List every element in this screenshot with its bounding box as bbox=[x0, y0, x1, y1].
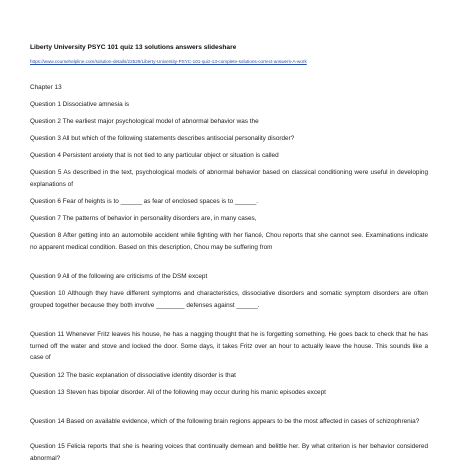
question-9: Question 9 All of the following are criticisms of the DSM except bbox=[30, 273, 208, 280]
document-title: Liberty University PSYC 101 quiz 13 solutions answers slideshare bbox=[30, 44, 237, 51]
question-1: Question 1 Dissociative amnesia is bbox=[30, 101, 130, 108]
question-11: Question 11 Whenever Fritz leaves his house, he has a nagging thought that he is forgetting something. He goes back to check that he has turned off the water and stove and locked the door. Some days, it takes Fritz over an hour to actually leave the house. This sounds like a case of bbox=[30, 331, 428, 362]
question-10: Question 10 Although they have different symptoms and characteristics, dissociative disorders and somatic symptom disorders are often grouped together because they both involve ________ defenses against ______. bbox=[30, 290, 428, 309]
question-5: Question 5 As described in the text, psychological models of abnormal behavior based on classical conditioning were useful in developing explanations of bbox=[30, 169, 428, 188]
question-3: Question 3 All but which of the following statements describes antisocial personality disorder? bbox=[30, 135, 295, 142]
question-12: Question 12 The basic explanation of dissociative identity disorder is that bbox=[30, 372, 236, 379]
question-7: Question 7 The patterns of behavior in personality disorders are, in many cases, bbox=[30, 215, 257, 222]
source-link[interactable]: https://www.coursehelpline.com/solution-details/22529/Liberty-University-PSYC-101-quiz-13-complete-solutions-correct-answers-A-work bbox=[30, 59, 307, 64]
question-15: Question 15 Felicia reports that she is hearing voices that continually demean and belittle her. By what criterion is her behavior considered abnormal? bbox=[30, 443, 428, 462]
question-13: Question 13 Steven has bipolar disorder. All of the following may occur during his manic episodes except bbox=[30, 389, 326, 396]
chapter-heading: Chapter 13 bbox=[30, 84, 62, 91]
question-2: Question 2 The earliest major psychological model of abnormal behavior was the bbox=[30, 118, 259, 125]
question-4: Question 4 Persistent anxiety that is not tied to any particular object or situation is called bbox=[30, 152, 279, 159]
question-8: Question 8 After getting into an automobile accident while fighting with her fiancé, Chou reports that she cannot see. Examinations indicate no apparent medical condition. Based on this description, Chou may be suffering from bbox=[30, 232, 428, 251]
question-6: Question 6 Fear of heights is to ______ as fear of enclosed spaces is to ______. bbox=[30, 198, 259, 205]
question-14: Question 14 Based on available evidence, which of the following brain regions appears to be the most affected in cases of schizophrenia? bbox=[30, 418, 420, 425]
